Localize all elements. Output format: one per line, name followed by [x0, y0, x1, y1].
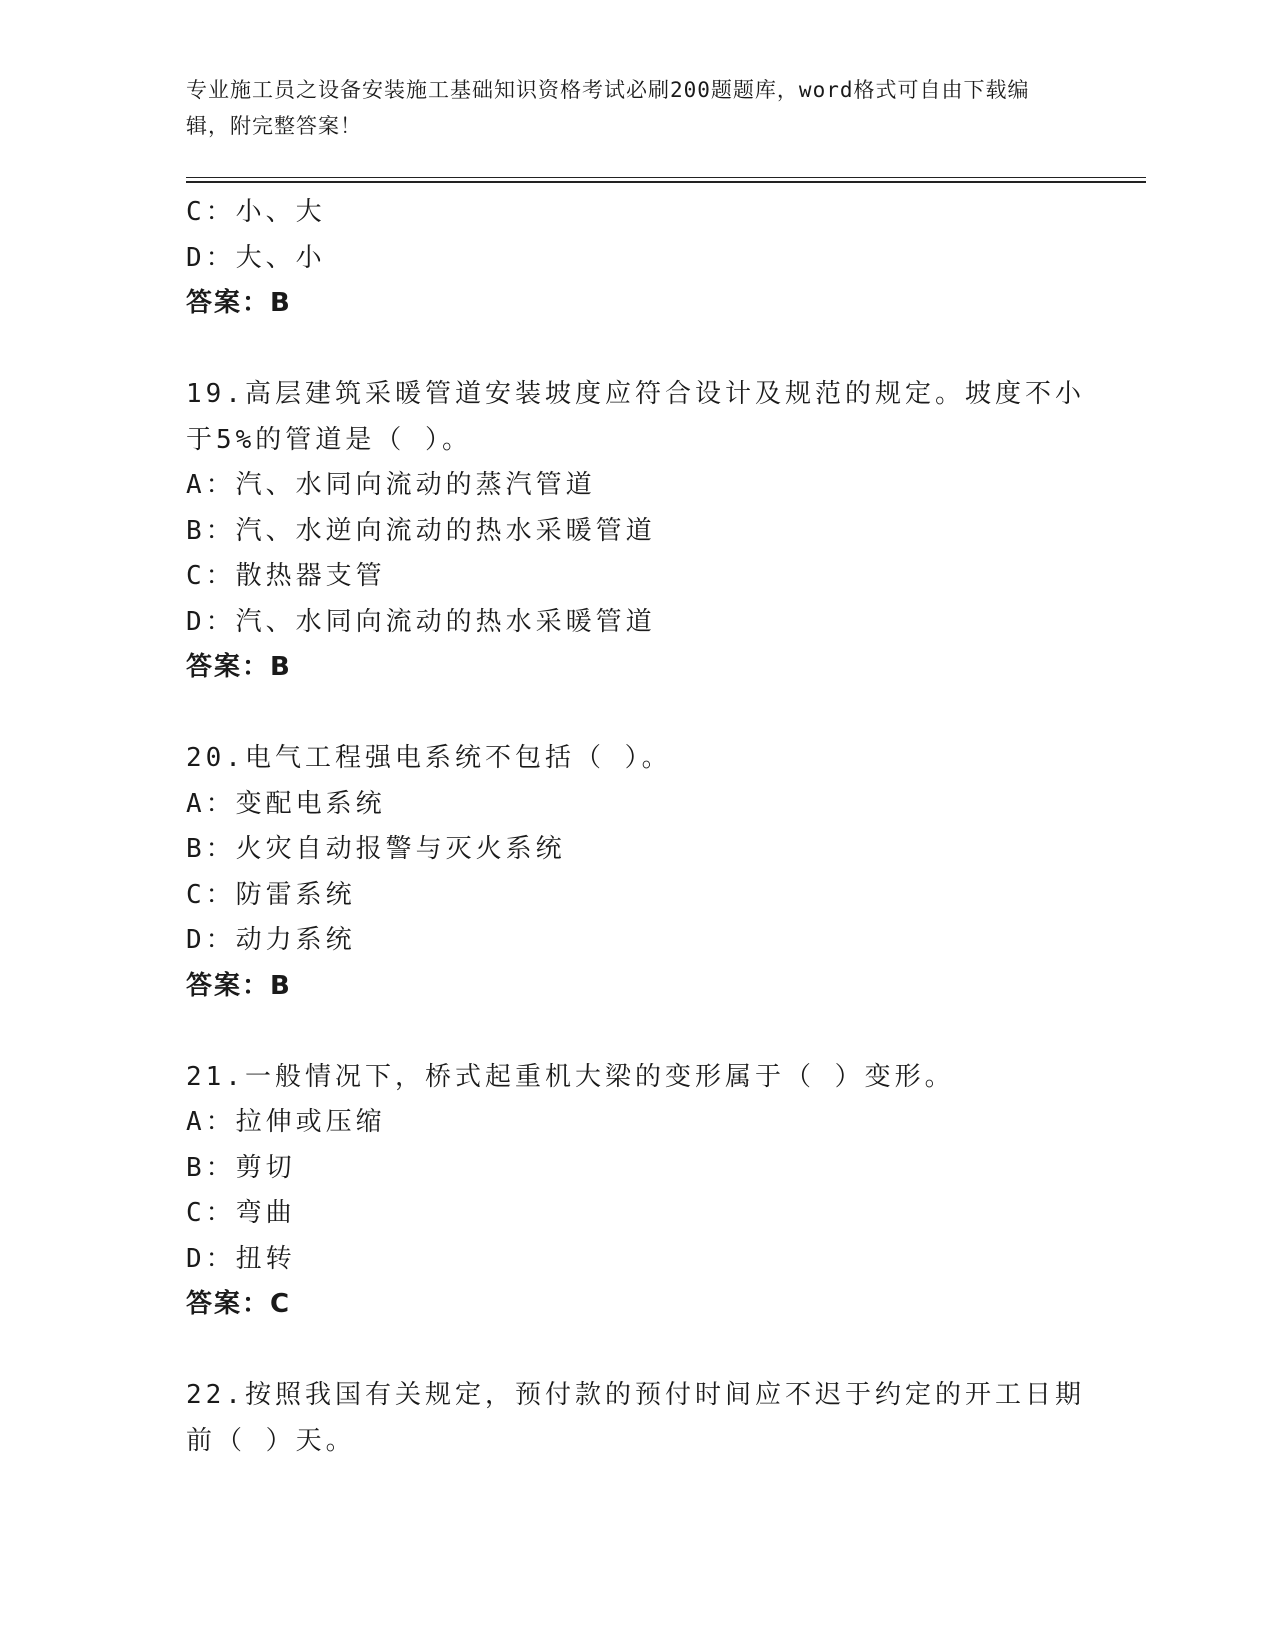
option-c: C：散热器支管: [186, 561, 386, 591]
option-c: C：小、大: [186, 197, 326, 227]
question-text: 20.电气工程强电系统不包括（ ）。: [186, 743, 672, 773]
question-text: 21.一般情况下，桥式起重机大梁的变形属于（ ）变形。: [186, 1061, 955, 1092]
question-20: [186, 736, 1106, 1009]
question-text: 19.高层建筑采暖管道安装坡度应符合设计及规范的规定。坡度不小于5%的管道是（ ）。: [186, 379, 1085, 455]
answer-line: 答案：C: [186, 1289, 292, 1319]
option-b: B：火灾自动报警与灭火系统: [186, 834, 566, 864]
question-19: [186, 372, 1106, 691]
option-d: D：大、小: [186, 242, 326, 273]
answer-line: 答案：B: [186, 288, 292, 318]
question-22: [186, 1373, 1106, 1464]
spacer: [186, 1328, 1106, 1374]
spacer: [186, 1009, 1106, 1055]
answer-line: 答案：B: [186, 970, 292, 1001]
option-a: A：汽、水同向流动的蒸汽管道: [186, 470, 596, 500]
option-c: C：弯曲: [186, 1198, 296, 1228]
spacer: [186, 691, 1106, 737]
previous-question-tail: [186, 190, 1106, 327]
header-divider-thick: [186, 181, 1146, 183]
option-c: C：防雷系统: [186, 879, 356, 910]
option-b: B：剪切: [186, 1152, 296, 1183]
answer-line: 答案：B: [186, 652, 292, 682]
option-d: D：汽、水同向流动的热水采暖管道: [186, 606, 656, 637]
option-a: A：变配电系统: [186, 788, 386, 819]
question-text: 22.按照我国有关规定，预付款的预付时间应不迟于约定的开工日期前（ ）天。: [186, 1380, 1085, 1456]
option-d: D：扭转: [186, 1243, 296, 1274]
option-a: A：拉伸或压缩: [186, 1107, 386, 1137]
question-list: [186, 190, 1106, 1464]
option-b: B：汽、水逆向流动的热水采暖管道: [186, 515, 656, 546]
page-header: 专业施工员之设备安装施工基础知识资格考试必刷200题题库，word格式可自由下载编辑，附完整答案！: [186, 78, 1030, 138]
question-21: [186, 1055, 1106, 1328]
option-d: D：动力系统: [186, 925, 356, 955]
header-divider-thin: [186, 177, 1146, 178]
spacer: [186, 327, 1106, 373]
